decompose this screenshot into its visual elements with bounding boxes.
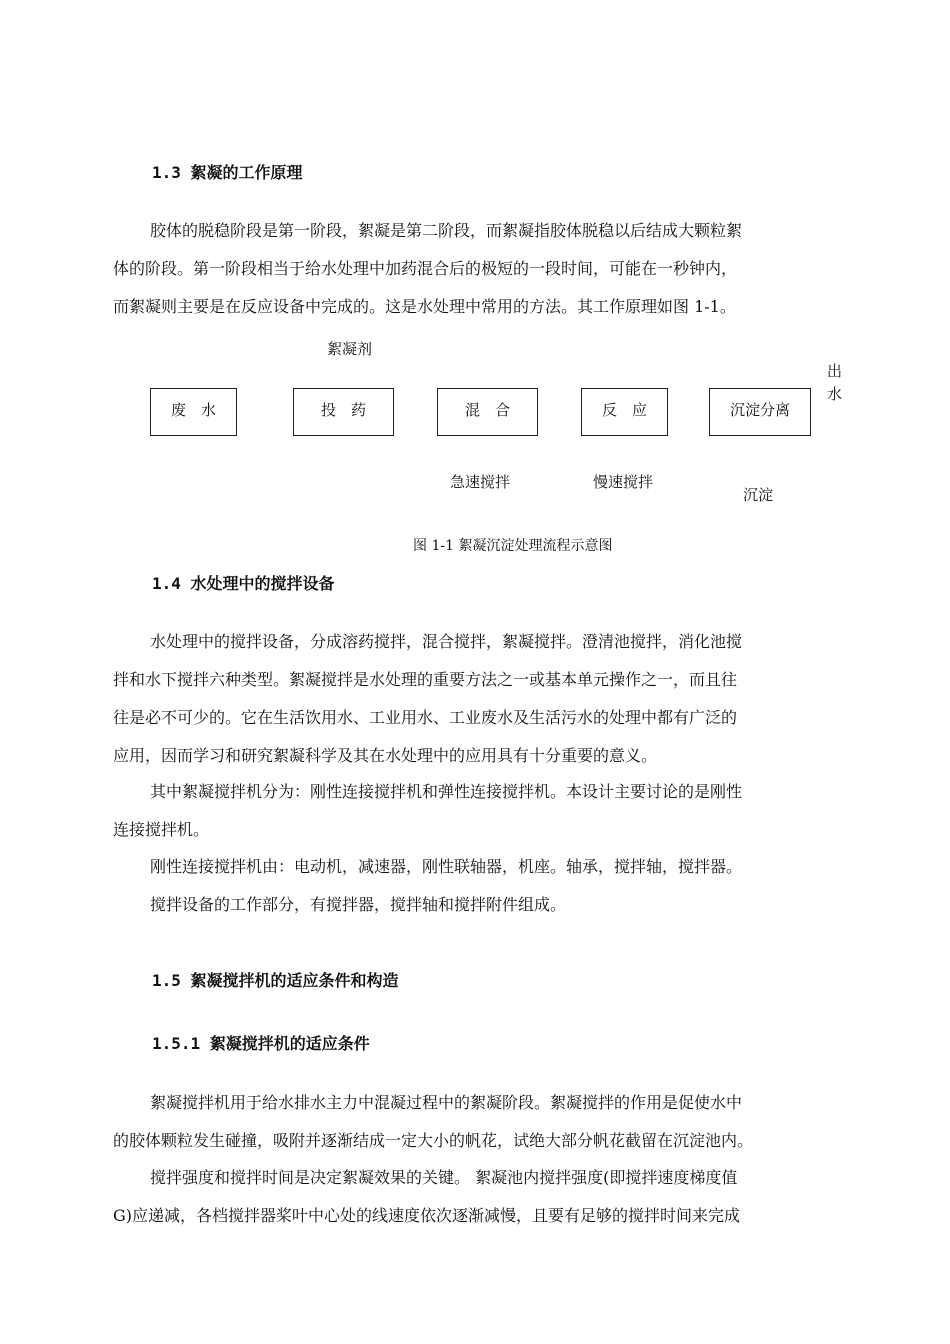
paragraph-line: 搅拌设备的工作部分，有搅拌器，搅拌轴和搅拌附件组成。 xyxy=(150,895,567,914)
paragraph-line: 其中絮凝搅拌机分为：刚性连接搅拌机和弹性连接搅拌机。本设计主要讨论的是刚性 xyxy=(150,782,743,801)
section-heading-1-5-1: 1.5.1 絮凝搅拌机的适应条件 xyxy=(152,1034,370,1053)
outlet-label-bottom: 水 xyxy=(827,385,843,403)
paragraph-1-4-b xyxy=(113,773,863,849)
paragraph-line: 胶体的脱稳阶段是第一阶段，絮凝是第二阶段，而絮凝指胶体脱稳以后结成大颗粒絮 xyxy=(150,221,743,240)
outlet-label-top: 出 xyxy=(827,362,843,380)
paragraph-line: 搅拌强度和搅拌时间是决定絮凝效果的关键。 絮凝池内搅拌强度(即搅拌速度梯度值 xyxy=(150,1168,738,1187)
paragraph-1-4-c xyxy=(113,848,863,924)
paragraph-1-5-1-a xyxy=(113,1084,863,1160)
paragraph-1-5-1-b xyxy=(113,1159,863,1235)
wastewater-box: 废 水 xyxy=(150,388,237,436)
figure-caption: 图 1-1 絮凝沉淀处理流程示意图 xyxy=(413,538,613,554)
reaction-box: 反 应 xyxy=(581,388,668,436)
paragraph-line: 刚性连接搅拌机由：电动机，减速器，刚性联轴器，机座。轴承，搅拌轴，搅拌器。 xyxy=(150,857,743,876)
paragraph-line: 拌和水下搅拌六种类型。絮凝搅拌是水处理的重要方法之一或基本单元操作之一，而且往 xyxy=(113,670,738,689)
paragraph-line: 往是必不可少的。它在生活饮用水、工业用水、工业废水及生活污水的处理中都有广泛的 xyxy=(113,708,738,727)
rapid-mixing-label: 急速搅拌 xyxy=(450,473,511,491)
flocculant-label: 絮凝剂 xyxy=(327,340,373,358)
slow-mixing-label: 慢速搅拌 xyxy=(593,473,654,491)
paragraph-1-3 xyxy=(113,212,863,326)
paragraph-line: G)应递减，各档搅拌器桨叶中心处的线速度依次逐渐减慢，且要有足够的搅拌时间来完成 xyxy=(113,1206,741,1225)
section-heading-1-4: 1.4 水处理中的搅拌设备 xyxy=(152,574,335,593)
mixing-box: 混 合 xyxy=(437,388,538,436)
paragraph-line: 体的阶段。第一阶段相当于给水处理中加药混合后的极短的一段时间，可能在一秒钟内， xyxy=(113,259,738,278)
sedimentation-box: 沉淀分离 xyxy=(709,388,811,436)
paragraph-line: 应用，因而学习和研究絮凝科学及其在水处理中的应用具有十分重要的意义。 xyxy=(113,746,658,765)
paragraph-line: 絮凝搅拌机用于给水排水主力中混凝过程中的絮凝阶段。絮凝搅拌的作用是促使水中 xyxy=(150,1093,743,1112)
paragraph-line: 而絮凝则主要是在反应设备中完成的。这是水处理中常用的方法。其工作原理如图 1-1。 xyxy=(113,297,736,316)
dosing-box: 投 药 xyxy=(293,388,394,436)
paragraph-line: 连接搅拌机。 xyxy=(113,820,210,839)
sedimentation-label: 沉淀 xyxy=(743,486,774,504)
section-heading-1-3: 1.3 絮凝的工作原理 xyxy=(152,163,303,182)
paragraph-line: 的胶体颗粒发生碰撞，吸附并逐渐结成一定大小的帆花，试绝大部分帆花截留在沉淀池内。 xyxy=(113,1131,754,1150)
paragraph-1-4-a xyxy=(113,623,863,775)
section-heading-1-5: 1.5 絮凝搅拌机的适应条件和构造 xyxy=(152,971,399,990)
paragraph-line: 水处理中的搅拌设备，分成溶药搅拌，混合搅拌，絮凝搅拌。澄清池搅拌，消化池搅 xyxy=(150,632,743,651)
